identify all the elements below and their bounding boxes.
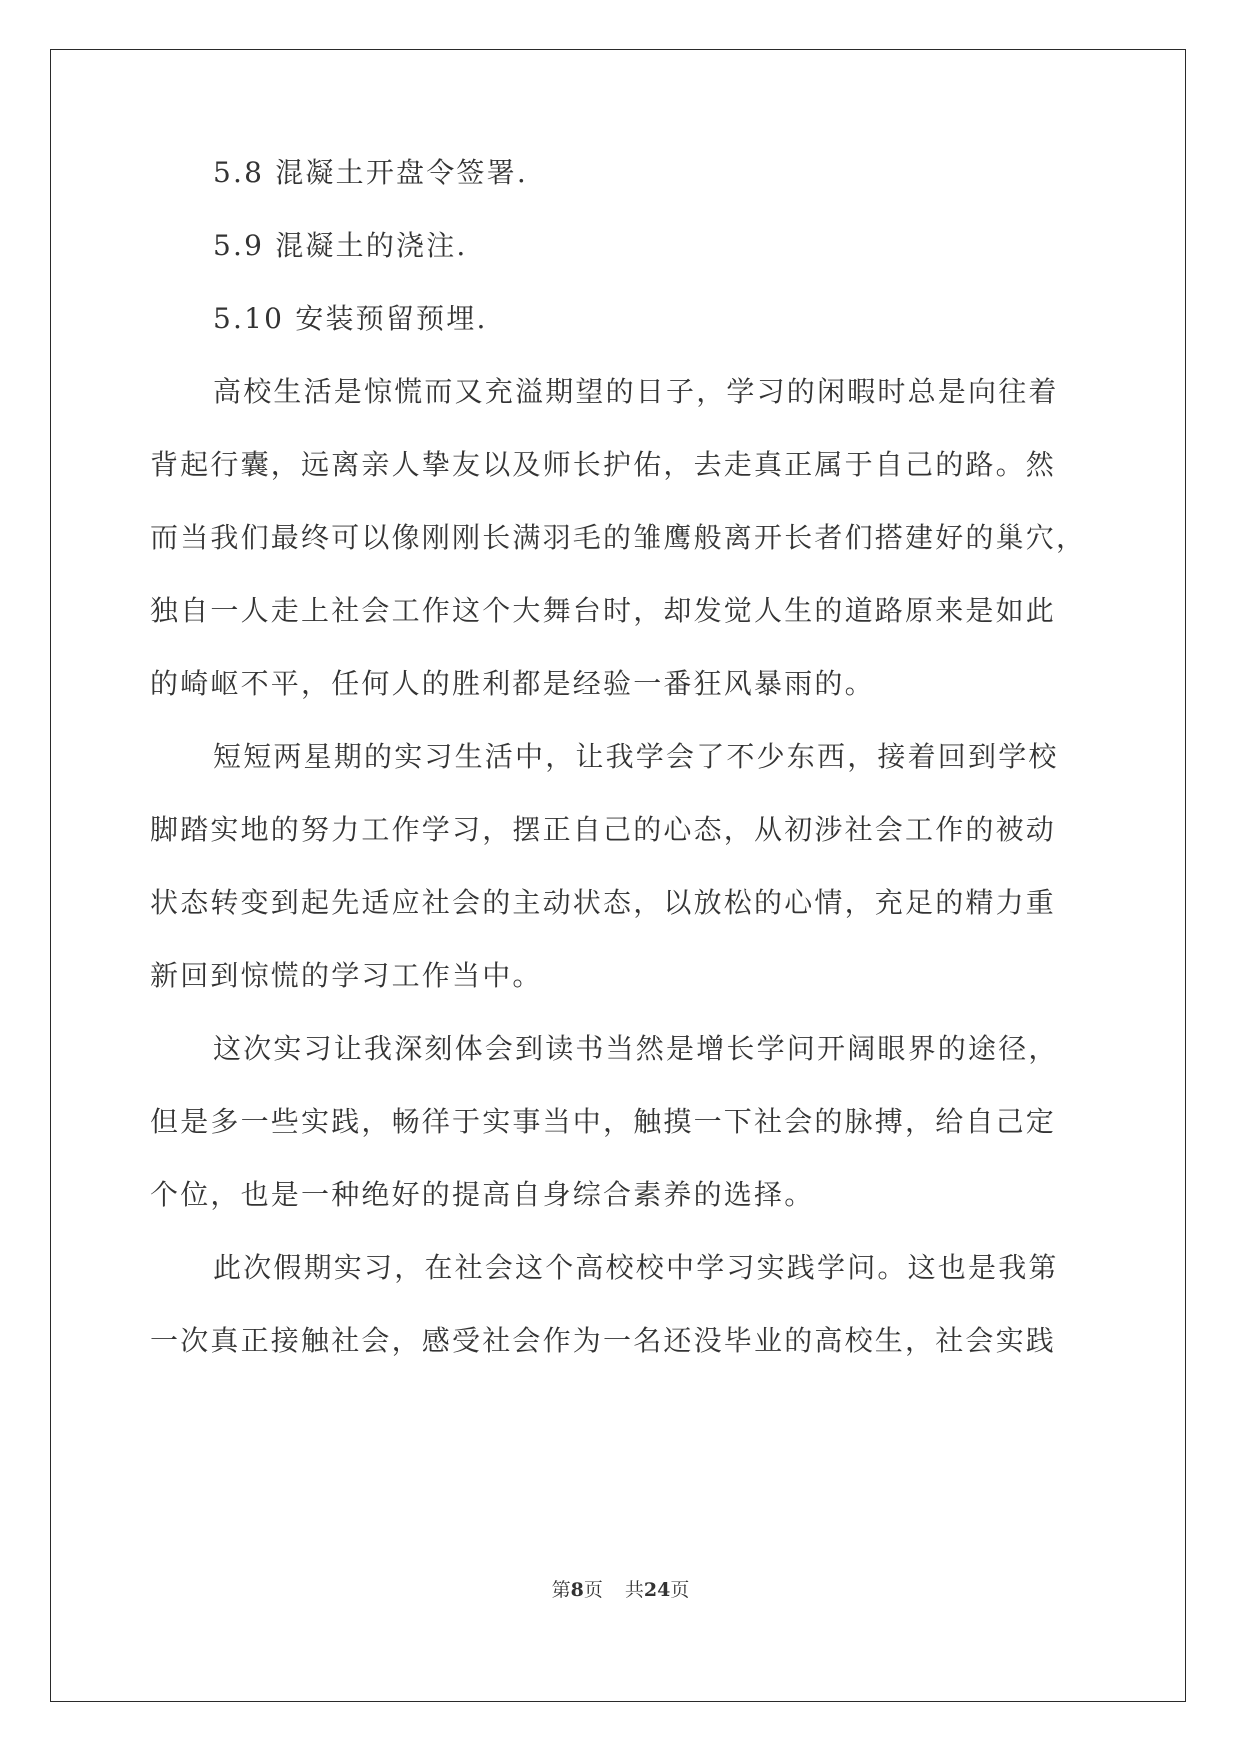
total-pages: 24 bbox=[643, 1579, 671, 1601]
footer-prefix: 第 bbox=[551, 1579, 571, 1601]
body-line: 的崎岖不平，任何人的胜利都是经验一番狂风暴雨的。 bbox=[150, 667, 875, 700]
paragraph-start-line: 短短两星期的实习生活中，让我学会了不少东西，接着回到学校 bbox=[213, 740, 1059, 773]
body-line: 新回到惊慌的学习工作当中。 bbox=[150, 959, 543, 992]
body-line: 5.8 混凝土开盘令签署. bbox=[213, 156, 528, 189]
body-line: 状态转变到起先适应社会的主动状态，以放松的心情，充足的精力重 bbox=[150, 886, 1057, 919]
body-line: 个位，也是一种绝好的提高自身综合素养的选择。 bbox=[150, 1178, 815, 1211]
body-line: 独自一人走上社会工作这个大舞台时，却发觉人生的道路原来是如此 bbox=[150, 594, 1057, 627]
paragraph-start-line: 这次实习让我深刻体会到读书当然是增长学问开阔眼界的途径， bbox=[213, 1032, 1059, 1065]
body-line: 而当我们最终可以像刚刚长满羽毛的雏鹰般离开长者们搭建好的巢穴， bbox=[150, 521, 1087, 554]
page-footer bbox=[0, 1575, 1241, 1602]
footer-page-suffix: 页 bbox=[583, 1579, 603, 1601]
paragraph-start-line: 此次假期实习，在社会这个高校校中学习实践学问。这也是我第 bbox=[213, 1251, 1059, 1284]
footer-total-suffix: 页 bbox=[670, 1579, 690, 1601]
body-line: 5.10 安装预留预埋. bbox=[213, 302, 488, 335]
body-line: 但是多一些实践，畅徉于实事当中，触摸一下社会的脉搏，给自己定 bbox=[150, 1105, 1057, 1138]
body-line: 背起行囊，远离亲人挚友以及师长护佑，去走真正属于自己的路。然 bbox=[150, 448, 1057, 481]
body-line: 一次真正接触社会，感受社会作为一名还没毕业的高校生，社会实践 bbox=[150, 1324, 1057, 1357]
footer-total-prefix: 共 bbox=[624, 1579, 644, 1601]
body-line: 5.9 混凝土的浇注. bbox=[213, 229, 468, 262]
body-line: 脚踏实地的努力工作学习，摆正自己的心态，从初涉社会工作的被动 bbox=[150, 813, 1057, 846]
page-border bbox=[50, 49, 1186, 1702]
page-number: 8 bbox=[570, 1579, 584, 1601]
paragraph-start-line: 高校生活是惊慌而又充溢期望的日子，学习的闲暇时总是向往着 bbox=[213, 375, 1059, 408]
